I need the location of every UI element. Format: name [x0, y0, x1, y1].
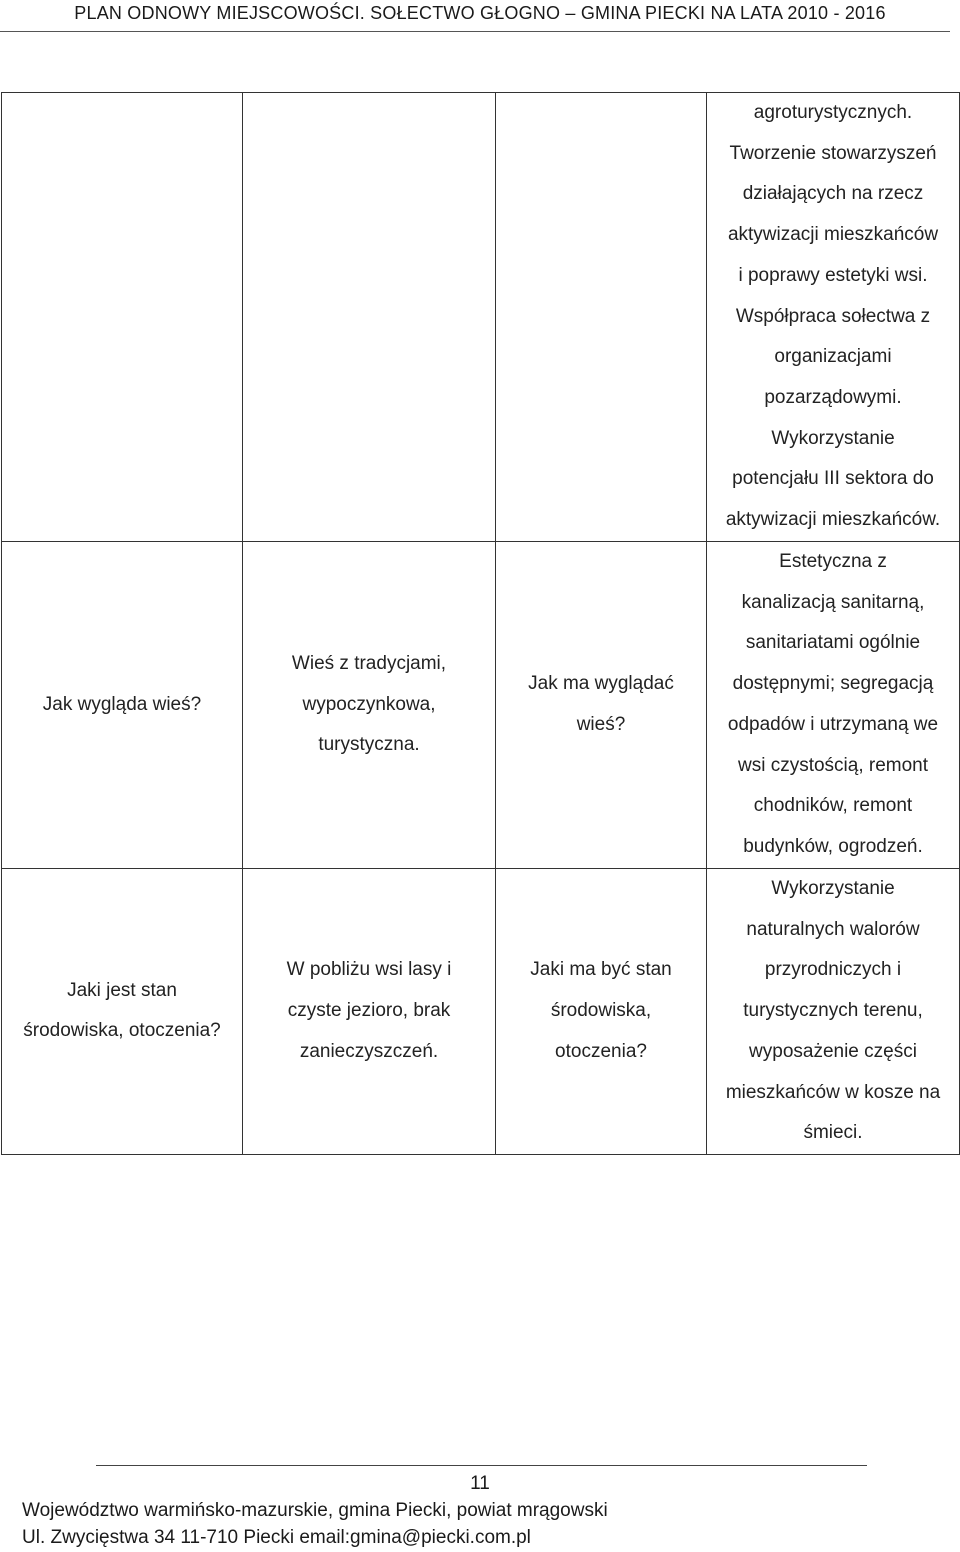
cell-text-line: sanitariatami ogólnie	[745, 632, 921, 654]
cell-text-line: Wykorzystanie	[771, 878, 895, 899]
table-cell	[496, 869, 707, 1155]
cell-text-line: wsi czystością, remont	[737, 754, 929, 776]
cell-text-line: działających na rzecz	[742, 183, 924, 205]
footer-address-region: Województwo warmińsko-mazurskie, gmina Piecki, powiat mrągowski	[22, 1500, 608, 1521]
cell-text-line: wyposażenie części	[749, 1040, 917, 1062]
cell-text-line: zanieczyszczeń.	[299, 1040, 439, 1062]
cell-text-line: W pobliżu wsi lasy i	[286, 959, 452, 981]
table-cell	[2, 542, 243, 869]
table-cell	[707, 542, 960, 869]
cell-text-line: mieszkańców w kosze na	[725, 1081, 941, 1103]
cell-text-line: śmieci.	[803, 1122, 863, 1144]
cell-text-line: wypoczynkowa,	[302, 693, 436, 715]
cell-text-line: odpadów i utrzymaną we	[727, 713, 939, 735]
cell-text-line: Współpraca sołectwa z	[735, 305, 931, 327]
running-header: PLAN ODNOWY MIEJSCOWOŚCI. SOŁECTWO GŁOGNO – GMINA PIECKI NA LATA 2010 - 2016	[74, 3, 886, 23]
cell-text-line: i poprawy estetyki wsi.	[738, 264, 928, 286]
page-number: 11	[470, 1473, 490, 1494]
cell-text-line: chodników, remont	[753, 795, 913, 817]
cell-text-line: Jak wygląda wieś?	[42, 693, 202, 715]
cell-text-line: turystycznych terenu,	[743, 1000, 923, 1022]
table-cell	[496, 542, 707, 869]
cell-text-line: Jak ma wyglądać	[528, 673, 674, 695]
footer-rule	[96, 1465, 867, 1466]
cell-text-line: turystyczna.	[318, 734, 420, 756]
cell-text-line: budynków, ogrodzeń.	[743, 835, 923, 857]
cell-text-line: czyste jezioro, brak	[287, 1000, 451, 1022]
footer-address-contact: Ul. Zwycięstwa 34 11-710 Piecki email:gmina@piecki.com.pl	[22, 1527, 531, 1548]
cell-text-line: organizacjami	[774, 346, 892, 368]
table-cell	[707, 93, 960, 542]
cell-text-line: dostępnymi; segregacją	[732, 673, 934, 695]
cell-text-line: Jaki jest stan	[67, 979, 177, 1001]
cell-text-line: Tworzenie stowarzyszeń	[729, 142, 937, 164]
table-cell	[707, 869, 960, 1155]
table-cell	[243, 93, 496, 542]
cell-text-line: Jaki ma być stan	[530, 959, 672, 981]
cell-text-line: Estetyczna z	[779, 551, 887, 572]
table-row	[2, 93, 960, 542]
cell-text-line: naturalnych walorów	[746, 918, 920, 940]
table-cell	[243, 542, 496, 869]
table-cell	[496, 93, 707, 542]
cell-text-line: agroturystycznych.	[753, 102, 913, 123]
table-row	[2, 542, 960, 869]
cell-text-line: potencjału III sektora do	[732, 468, 934, 490]
table-row	[2, 869, 960, 1155]
cell-text-line: aktywizacji mieszkańców.	[725, 509, 941, 531]
table-cell	[2, 869, 243, 1155]
table-cell	[2, 93, 243, 542]
cell-text-line: aktywizacji mieszkańców	[727, 224, 939, 246]
cell-text-line: środowiska, otoczenia?	[23, 1020, 221, 1042]
cell-text-line: wieś?	[576, 714, 626, 735]
header-rule	[0, 31, 950, 32]
cell-text-line: pozarządowymi.	[764, 386, 902, 408]
cell-text-line: kanalizacją sanitarną,	[741, 591, 925, 613]
cell-text-line: Wykorzystanie	[771, 427, 895, 449]
table-cell	[243, 869, 496, 1155]
plan-table	[1, 92, 960, 1155]
cell-text-line: środowiska,	[550, 1000, 652, 1022]
cell-text-line: otoczenia?	[555, 1040, 647, 1062]
cell-text-line: Wieś z tradycjami,	[291, 652, 447, 674]
cell-text-line: przyrodniczych i	[764, 959, 902, 981]
